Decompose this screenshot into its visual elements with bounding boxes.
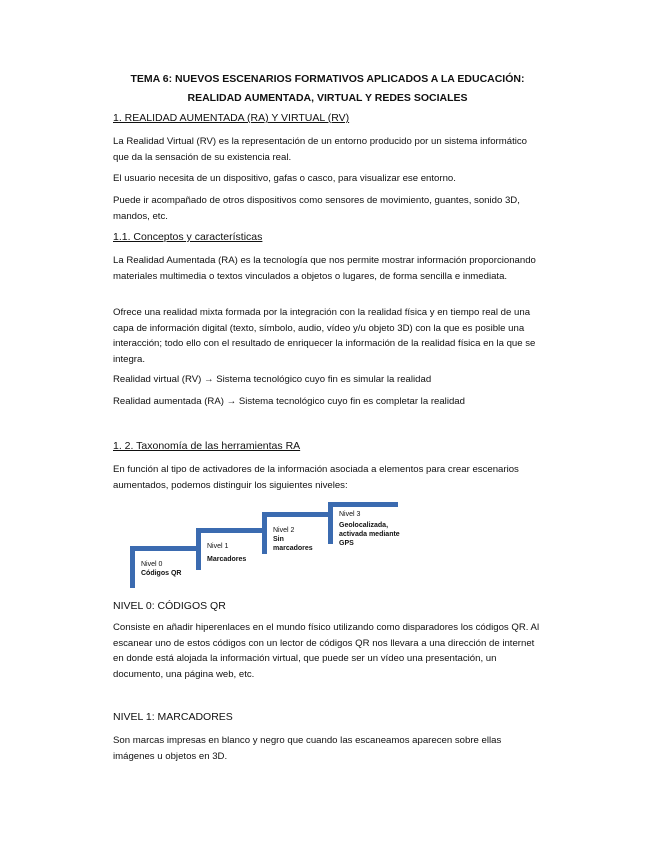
section-1-paragraph-3: Puede ir acompañado de otros dispositivos como sensores de movimiento, guantes, sonido 3D, mandos, etc. [113,195,520,222]
step-2-tread [262,512,332,517]
level-0-label [141,560,197,578]
level-1-name: Marcadores [207,556,247,563]
level-3-label [339,510,401,548]
nivel-1-heading: NIVEL 1: MARCADORES [113,711,233,723]
step-0-riser [130,546,135,588]
level-1-label [207,542,263,564]
section-1-1-paragraph-4: Realidad aumentada (RA) → Sistema tecnológico cuyo fin es completar la realidad [113,396,465,407]
level-2-number: Nivel 2 [273,527,295,534]
step-0-tread [130,546,200,551]
section-1-2-paragraph-1: En función al tipo de activadores de la información asociada a elementos para crear escenarios aumentados, podemos distinguir los siguientes niveles: [113,464,519,491]
document-title [90,70,565,108]
level-0-number: Nivel 0 [141,561,163,568]
section-1-1-heading: 1.1. Conceptos y características [113,231,263,243]
level-2-label [273,526,319,553]
step-3-riser [328,502,333,544]
nivel-1-paragraph: Son marcas impresas en blanco y negro que cuando las escaneamos aparecen sobre ellas imágenes u objetos en 3D. [113,735,502,762]
section-1-heading: 1. REALIDAD AUMENTADA (RA) Y VIRTUAL (RV) [113,112,350,124]
nivel-0-paragraph: Consiste en añadir hiperenlaces en el mundo físico utilizando como disparadores los códigos QR. Al escanear uno de estos códigos con un lector de códigos QR nos llevara a una dirección de internet en donde está alojada la información virtual, que puede ser un vídeo una presentación, un documento, una página web, etc. [113,622,540,680]
section-1-1-paragraph-2: Ofrece una realidad mixta formada por la integración con la realidad física y en tiempo real de una capa de información digital (texto, símbolo, audio, vídeo y/u objeto 3D) con la que es posible una interacción; todo ello con el resultado de enriquecer la información de la realidad física en la que se integra. [113,307,536,365]
title-line-2: REALIDAD AUMENTADA, VIRTUAL Y REDES SOCIALES [187,92,468,104]
level-1-number: Nivel 1 [207,543,229,550]
section-1-paragraph-2: El usuario necesita de un dispositivo, gafas o casco, para visualizar ese entorno. [113,173,456,184]
section-1-1-paragraph-1: La Realidad Aumentada (RA) es la tecnología que nos permite mostrar información proporcionando materiales multimedia o textos vinculados a objetos o lugares, de forma sencilla e inmediata. [113,255,536,282]
level-0-name: Códigos QR [141,570,182,577]
taxonomy-staircase-diagram [120,496,410,596]
step-3-tread [328,502,398,507]
section-1-paragraph-1: La Realidad Virtual (RV) es la representación de un entorno producido por un sistema informático que da la sensación de su existencia real. [113,136,528,163]
level-3-number: Nivel 3 [339,511,361,518]
level-3-name: Geolocalizada, activada mediante GPS [339,522,400,547]
level-2-name: Sin marcadores [273,536,313,552]
step-1-tread [196,528,266,533]
nivel-0-heading: NIVEL 0: CÓDIGOS QR [113,600,226,612]
title-line-1: TEMA 6: NUEVOS ESCENARIOS FORMATIVOS APLICADOS A LA EDUCACIÓN: [130,73,525,85]
section-1-1-paragraph-3: Realidad virtual (RV) → Sistema tecnológico cuyo fin es simular la realidad [113,374,432,385]
section-1-2-heading: 1. 2. Taxonomía de las herramientas RA [113,440,301,452]
